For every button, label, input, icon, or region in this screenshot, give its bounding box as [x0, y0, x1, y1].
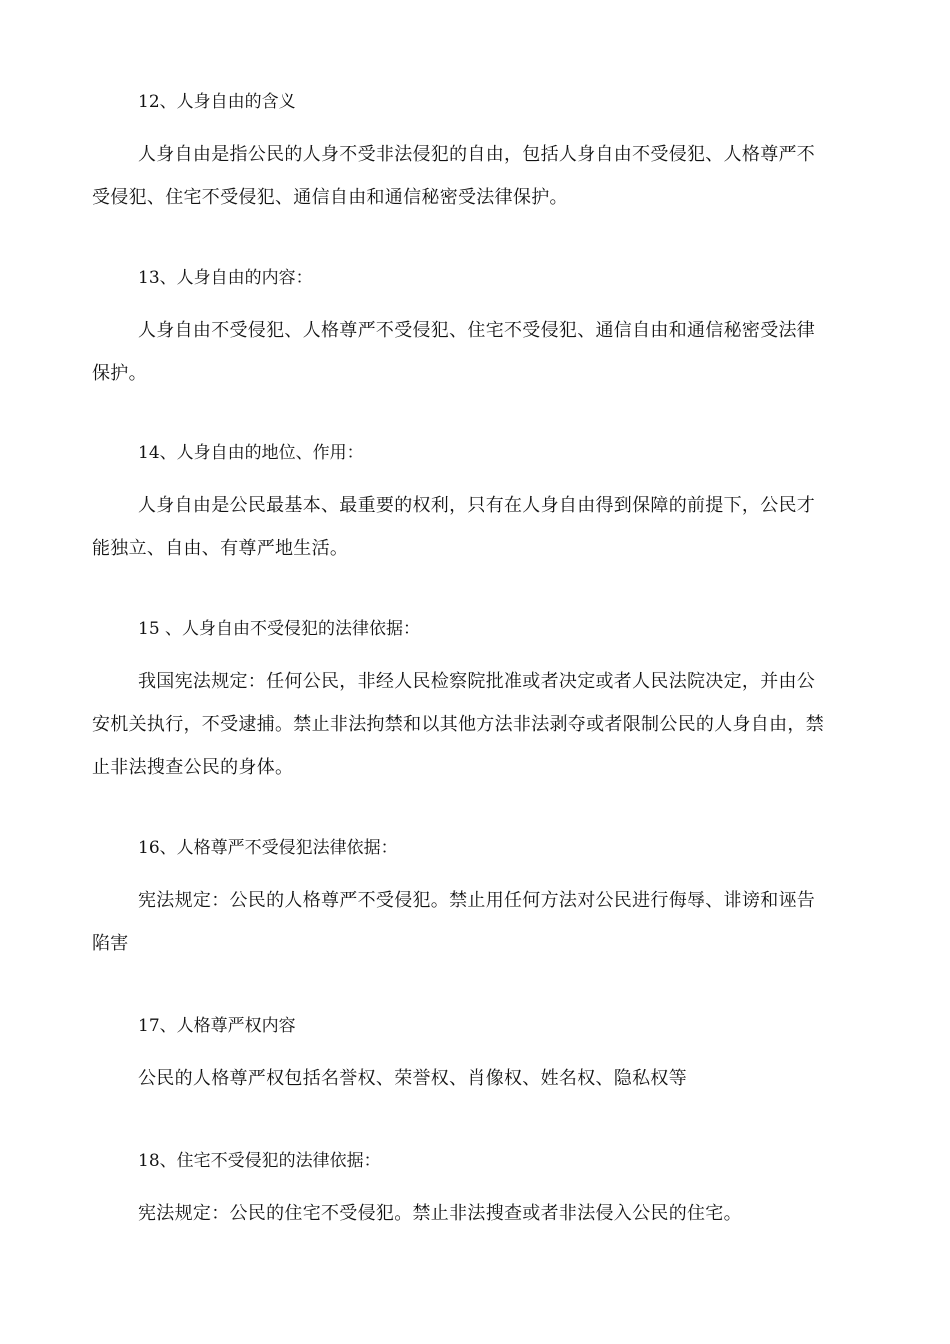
section-body	[92, 1057, 862, 1100]
section-14	[92, 442, 862, 570]
body-line: 我国宪法规定：任何公民，非经人民检察院批准或者决定或者人民法院决定，并由公	[138, 671, 816, 692]
section-12	[92, 91, 862, 219]
body-line: 人身自由是公民最基本、最重要的权利，只有在人身自由得到保障的前提下，公民才	[138, 495, 816, 516]
section-heading: 17、人格尊严权内容	[138, 1016, 296, 1036]
section-13	[92, 267, 862, 395]
section-body	[92, 484, 862, 570]
section-body	[92, 133, 862, 219]
body-line: 人身自由不受侵犯、人格尊严不受侵犯、住宅不受侵犯、通信自由和通信秘密受法律	[138, 320, 816, 341]
section-body	[92, 309, 862, 395]
section-body	[92, 1192, 862, 1235]
section-heading: 13、人身自由的内容：	[138, 268, 313, 288]
section-body	[92, 660, 862, 789]
body-line: 能独立、自由、有尊严地生活。	[92, 538, 349, 559]
section-18	[92, 1150, 862, 1235]
section-17	[92, 1015, 862, 1100]
section-heading: 15 、人身自由不受侵犯的法律依据：	[138, 619, 421, 639]
body-line: 人身自由是指公民的人身不受非法侵犯的自由，包括人身自由不受侵犯、人格尊严不	[138, 144, 816, 165]
body-line: 止非法搜查公民的身体。	[92, 757, 294, 778]
body-line: 保护。	[92, 363, 147, 384]
body-line: 安机关执行，不受逮捕。禁止非法拘禁和以其他方法非法剥夺或者限制公民的人身自由，禁	[92, 714, 824, 735]
section-16	[92, 837, 862, 965]
body-line: 宪法规定：公民的住宅不受侵犯。禁止非法搜查或者非法侵入公民的住宅。	[138, 1203, 742, 1224]
section-heading: 16、人格尊严不受侵犯法律依据：	[138, 838, 398, 858]
body-line: 宪法规定：公民的人格尊严不受侵犯。禁止用任何方法对公民进行侮辱、诽谤和诬告	[138, 890, 816, 911]
section-heading: 14、人身自由的地位、作用：	[138, 443, 364, 463]
section-heading: 18、住宅不受侵犯的法律依据：	[138, 1151, 381, 1171]
section-body	[92, 879, 862, 965]
section-15	[92, 618, 862, 789]
body-line: 受侵犯、住宅不受侵犯、通信自由和通信秘密受法律保护。	[92, 187, 568, 208]
section-heading: 12、人身自由的含义	[138, 92, 296, 112]
body-line: 公民的人格尊严权包括名誉权、荣誉权、肖像权、姓名权、隐私权等	[138, 1068, 687, 1089]
body-line: 陷害	[92, 933, 129, 954]
